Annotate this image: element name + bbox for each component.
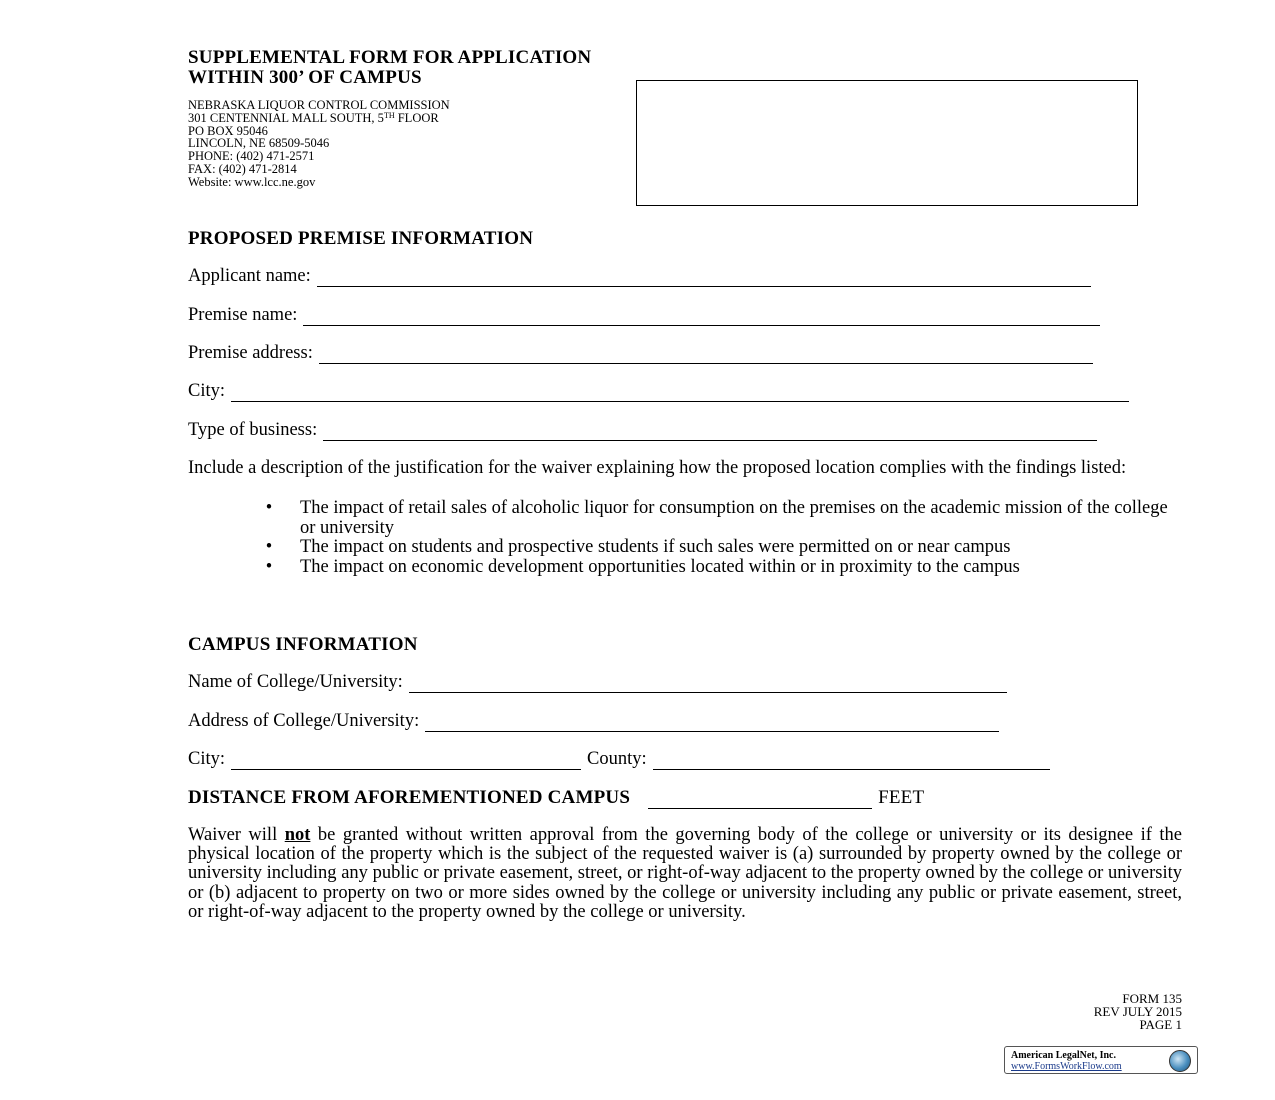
college-name-field — [188, 672, 1007, 693]
premise-name-label: Premise name: — [188, 305, 298, 325]
premise-city-label: City: — [188, 381, 226, 401]
business-type-input[interactable] — [323, 424, 1097, 441]
business-type-label: Type of business: — [188, 420, 318, 440]
publisher-name: American LegalNet, Inc. — [1011, 1050, 1116, 1061]
form-revision: REV JULY 2015 — [1093, 1004, 1182, 1019]
campus-city-label: City: — [188, 749, 226, 769]
college-name-label: Name of College/University: — [188, 672, 403, 692]
agency-website: Website: www.lcc.ne.gov — [188, 174, 316, 189]
agency-fax: FAX: (402) 471-2814 — [188, 161, 297, 176]
agency-po-box: PO BOX 95046 — [188, 123, 268, 138]
agency-name: NEBRASKA LIQUOR CONTROL COMMISSION — [188, 98, 450, 112]
agency-phone: PHONE: (402) 471-2571 — [188, 149, 315, 164]
agency-street: 301 CENTENNIAL MALL SOUTH, 5TH FLOOR — [188, 110, 439, 125]
applicant-name-field — [188, 266, 1091, 287]
publisher-badge[interactable] — [1004, 1046, 1198, 1074]
office-use-box — [636, 80, 1138, 206]
bullet-icon: • — [265, 556, 273, 577]
waiver-emphasis: not — [284, 825, 311, 845]
college-name-input[interactable] — [409, 676, 1007, 693]
bullet-icon: • — [265, 537, 273, 558]
campus-city-input[interactable] — [231, 753, 581, 770]
distance-label: DISTANCE FROM AFOREMENTIONED CAMPUS — [188, 787, 631, 808]
premise-address-input[interactable] — [319, 347, 1093, 364]
premise-section-heading: PROPOSED PREMISE INFORMATION — [188, 228, 534, 249]
justification-intro: Include a description of the justification for the waiver explaining how the proposed location complies with the findings listed: — [188, 458, 1127, 478]
form-identifier — [1094, 992, 1182, 1031]
publisher-link[interactable]: www.FormsWorkFlow.com — [1011, 1061, 1122, 1072]
premise-address-label: Premise address: — [188, 343, 313, 363]
distance-input[interactable] — [648, 792, 872, 809]
finding-item: • The impact on students and prospective students if such sales were permitted on or near campus — [262, 538, 1184, 558]
applicant-name-label: Applicant name: — [188, 266, 311, 286]
distance-field — [188, 787, 924, 809]
form-title — [188, 48, 591, 88]
premise-name-field — [188, 305, 1100, 326]
finding-item: • The impact on economic development opportunities located within or in proximity to the campus — [262, 558, 1184, 578]
premise-city-input[interactable] — [231, 385, 1129, 402]
finding-item: • The impact of retail sales of alcoholic liquor for consumption on the premises on the academic mission of the college or university — [262, 499, 1184, 538]
campus-county-label: County: — [587, 749, 647, 769]
agency-address-block — [188, 99, 450, 189]
form-title-line2: WITHIN 300’ OF CAMPUS — [188, 67, 422, 88]
form-number: FORM 135 — [1122, 991, 1182, 1006]
form-title-line1: SUPPLEMENTAL FORM FOR APPLICATION — [188, 47, 592, 68]
campus-county-input[interactable] — [653, 753, 1050, 770]
premise-address-field — [188, 343, 1093, 364]
findings-list — [262, 499, 1184, 577]
distance-unit: FEET — [878, 787, 925, 808]
globe-icon — [1169, 1050, 1191, 1072]
college-address-label: Address of College/University: — [188, 711, 420, 731]
campus-section-heading: CAMPUS INFORMATION — [188, 634, 418, 655]
premise-city-field — [188, 381, 1129, 402]
college-address-field — [188, 711, 999, 732]
campus-city-county-field — [188, 749, 1050, 770]
bullet-icon: • — [265, 498, 273, 518]
applicant-name-input[interactable] — [317, 270, 1091, 287]
page-number: PAGE 1 — [1139, 1017, 1182, 1032]
agency-city: LINCOLN, NE 68509-5046 — [188, 136, 330, 151]
premise-name-input[interactable] — [303, 309, 1100, 326]
college-address-input[interactable] — [425, 715, 999, 732]
waiver-notice: Waiver will not be granted without written approval from the governing body of the college or university or its designee if the physical location of the property which is the subject of the requested waiver is (a) surrounded by property owned by the college or university including any public or private easement, street, or right-of-way adjacent to the property owned by the college or university or (b) adjacent to property on two or more sides owned by the college or university including any public or private easement, street, or right-of-way adjacent to the property owned by the college or university. — [188, 825, 1182, 922]
business-type-field — [188, 420, 1097, 441]
